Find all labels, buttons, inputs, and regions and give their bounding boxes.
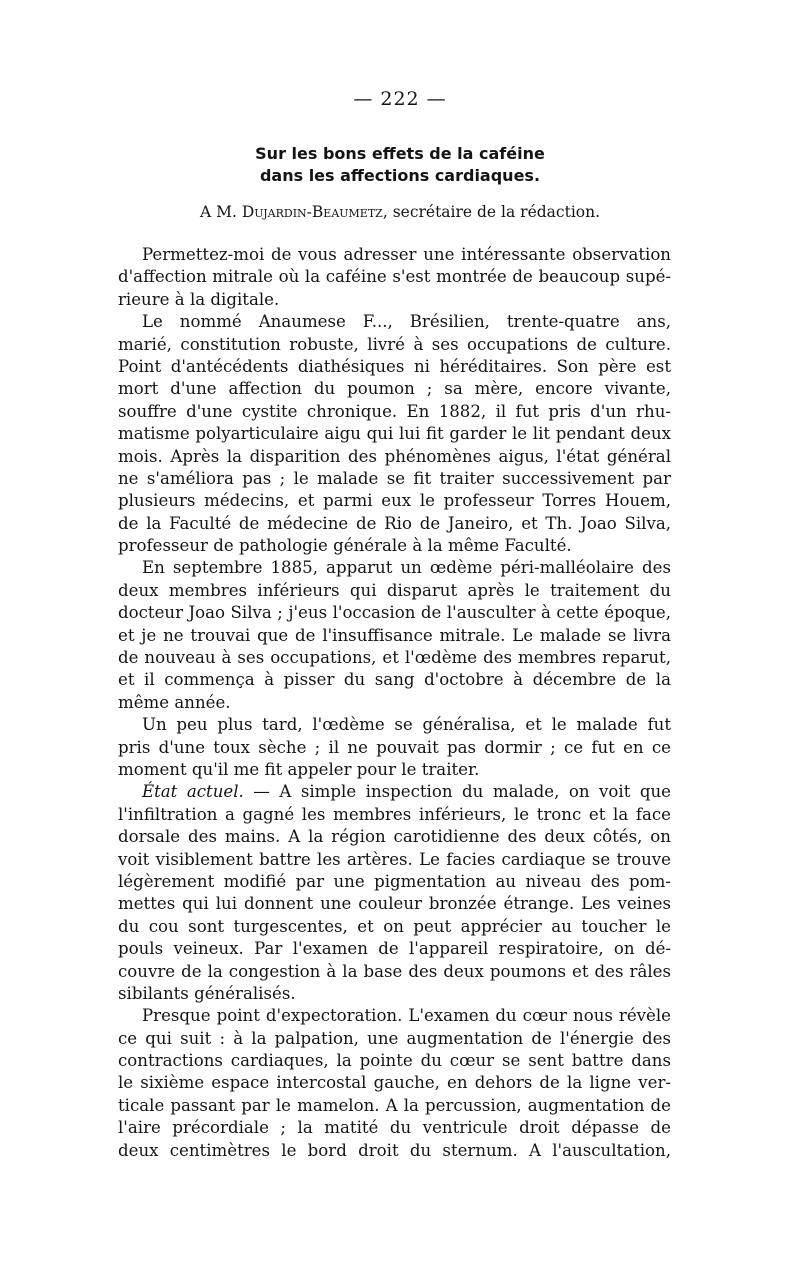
text-line: et il commença à pisser du sang d'octobre à décembre de la bbox=[118, 670, 671, 690]
text-line: légèrement modifié par une pigmentation au niveau des pom- bbox=[118, 871, 671, 891]
text-line: ne s'améliora pas ; le malade se fit traiter successivement par bbox=[118, 468, 671, 488]
text-line: mettes qui lui donnent une couleur bronzée étrange. Les veines bbox=[118, 894, 671, 914]
text-line: mort d'une affection du poumon ; sa mère, encore vivante, bbox=[118, 379, 671, 399]
addressee-prefix: A M. bbox=[199, 203, 237, 221]
text-line: couvre de la congestion à la base des deux poumons et des râles bbox=[118, 961, 671, 981]
article-title-line-2: dans les affections cardiaques. bbox=[259, 166, 541, 185]
text-line: Un peu plus tard, l'œdème se généralisa, et le malade fut bbox=[142, 715, 671, 735]
text-line: En septembre 1885, apparut un œdème péri-malléolaire des bbox=[142, 558, 671, 578]
text-line: ticale passant par le mamelon. A la percussion, augmentation de bbox=[118, 1095, 671, 1115]
text-line: moment qu'il me fit appeler pour le traiter. bbox=[118, 759, 480, 779]
text-line: deux membres inférieurs qui disparut après le traitement du bbox=[118, 580, 671, 600]
text-line: rieure à la digitale. bbox=[118, 289, 280, 309]
text-line: Le nommé Anaumese F..., Brésilien, trente-quatre ans, bbox=[142, 312, 671, 332]
text-line: sibilants généralisés. bbox=[118, 983, 296, 1003]
text-line: mois. Après la disparition des phénomènes aigus, l'état général bbox=[118, 446, 671, 466]
text-line: du cou sont turgescentes, et on peut apprécier au toucher le bbox=[118, 916, 671, 936]
text-line: docteur Joao Silva ; j'eus l'occasion de l'ausculter à cette époque, bbox=[118, 603, 671, 623]
text-line: et je ne trouvai que de l'insuffisance mitrale. Le malade se livra bbox=[118, 625, 671, 645]
etat-actuel-text: — A simple inspection du malade, on voit que bbox=[253, 782, 672, 802]
text-line: Point d'antécédents diathésiques ni héréditaires. Son père est bbox=[118, 356, 671, 376]
text-line: contractions cardiaques, la pointe du cœur se sent battre dans bbox=[118, 1051, 671, 1071]
text-line: dorsale des mains. A la région carotidienne des deux côtés, on bbox=[118, 827, 671, 847]
text-line: marié, constitution robuste, livré à ses occupations de culture. bbox=[118, 334, 671, 354]
letter-body bbox=[118, 244, 671, 1162]
text-line: Permettez-moi de vous adresser une intéressante observation bbox=[142, 245, 671, 264]
etat-actuel-label: État actuel. bbox=[142, 782, 244, 802]
addressee-line bbox=[0, 203, 800, 221]
addressee-name: Dujardin-Beaumetz, bbox=[241, 203, 388, 221]
article-title-line-1: Sur les bons effets de la caféine bbox=[255, 144, 545, 163]
text-line: de la Faculté de médecine de Rio de Janeiro, et Th. Joao Silva, bbox=[118, 513, 671, 533]
text-line: Presque point d'expectoration. L'examen du cœur nous révèle bbox=[142, 1006, 671, 1026]
text-line: de nouveau à ses occupations, et l'œdème des membres reparut, bbox=[118, 648, 671, 668]
text-line: professeur de pathologie générale à la même Faculté. bbox=[118, 536, 572, 556]
text-line: l'infiltration a gagné les membres inférieurs, le tronc et la face bbox=[118, 804, 671, 824]
text-line-etat-actuel bbox=[118, 781, 671, 803]
text-line: pris d'une toux sèche ; il ne pouvait pas dormir ; ce fut en ce bbox=[118, 737, 671, 757]
text-line: voit visiblement battre les artères. Le facies cardiaque se trouve bbox=[118, 849, 671, 869]
text-line: matisme polyarticulaire aigu qui lui fit garder le lit pendant deux bbox=[118, 424, 671, 444]
text-line: plusieurs médecins, et parmi eux le professeur Torres Houem, bbox=[118, 491, 671, 511]
text-line: deux centimètres le bord droit du sternum. A l'auscultation, bbox=[118, 1140, 671, 1160]
text-line: ce qui suit : à la palpation, une augmentation de l'énergie des bbox=[118, 1028, 671, 1048]
addressee-suffix: secrétaire de la rédaction. bbox=[392, 203, 601, 221]
text-line: pouls veineux. Par l'examen de l'appareil respiratoire, on dé- bbox=[118, 939, 671, 959]
text-line: souffre d'une cystite chronique. En 1882, il fut pris d'un rhu- bbox=[118, 401, 671, 421]
text-line: l'aire précordiale ; la matité du ventricule droit dépasse de bbox=[118, 1118, 671, 1138]
page-number: — 222 — bbox=[353, 88, 447, 110]
text-line: le sixième espace intercostal gauche, en dehors de la ligne ver- bbox=[118, 1073, 671, 1093]
text-line: même année. bbox=[118, 692, 231, 712]
article-title bbox=[0, 143, 800, 187]
text-line: d'affection mitrale où la caféine s'est montrée de beaucoup supé- bbox=[118, 267, 671, 287]
